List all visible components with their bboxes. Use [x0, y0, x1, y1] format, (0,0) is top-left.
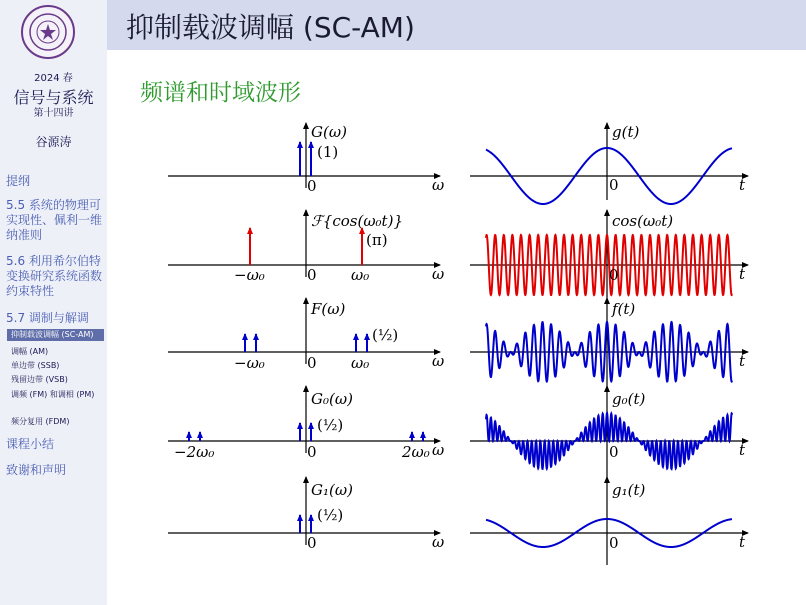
impulse-weight: (½) — [317, 416, 344, 434]
tick-label: 0 — [307, 177, 317, 195]
axis-label-omega: ω — [432, 352, 445, 370]
spectrum-g1 — [168, 477, 444, 552]
waveform-label: g₀(t) — [612, 390, 646, 408]
subnav-item-fm-pm[interactable]: 调频 (FM) 和调相 (PM) — [11, 390, 95, 399]
waveform-label: g₁(t) — [612, 481, 646, 499]
axis-label-t: t — [739, 533, 746, 551]
spectrum-label: G₀(ω) — [311, 390, 353, 408]
spectrum-g0 — [168, 386, 444, 461]
spectrum-label: F(ω) — [311, 300, 346, 318]
waveform-g — [470, 123, 748, 204]
origin-label: 0 — [609, 443, 619, 461]
tick-label: 0 — [307, 534, 317, 552]
nav-item-5-7[interactable]: 5.7 调制与解调 — [6, 311, 89, 325]
subnav-item-sc-am[interactable]: 抑制载波调幅 (SC-AM) — [7, 329, 104, 341]
axis-label-omega: ω — [432, 441, 445, 459]
waveform-curve — [486, 235, 732, 295]
waveform-label: f(t) — [612, 300, 636, 318]
axis-label-omega: ω — [432, 176, 445, 194]
waveform-g1 — [470, 477, 748, 565]
subnav-item-fdm[interactable]: 频分复用 (FDM) — [11, 417, 70, 426]
subnav-item-ssb[interactable]: 单边带 (SSB) — [11, 361, 60, 370]
axis-label-omega: ω — [432, 265, 445, 283]
tick-label: 2ω₀ — [402, 443, 430, 461]
tick-label: 0 — [307, 443, 317, 461]
waveform-label: cos(ω₀t) — [612, 212, 674, 230]
nav-item-5-6[interactable]: 5.6 利用希尔伯特变换研究系统函数约束特性 — [6, 254, 103, 298]
axis-label-t: t — [739, 176, 746, 194]
tick-label: −2ω₀ — [174, 443, 215, 461]
nav-item-5-5[interactable]: 5.5 系统的物理可实现性、佩利一维纳准则 — [6, 198, 103, 242]
nav-item-outline[interactable]: 提纲 — [6, 174, 31, 188]
axis-label-t: t — [739, 352, 746, 370]
tick-label: −ω₀ — [234, 266, 265, 284]
axis-label-t: t — [739, 441, 746, 459]
origin-label: 0 — [609, 534, 619, 552]
section-subtitle: 频谱和时域波形 — [140, 80, 301, 106]
spectrum-f — [168, 298, 444, 372]
spectrum-cos — [168, 210, 444, 284]
nav-item-summary[interactable]: 课程小结 — [6, 437, 55, 451]
waveform-curve — [486, 322, 732, 382]
spectrum-label: G(ω) — [311, 123, 347, 141]
tick-label: −ω₀ — [234, 354, 265, 372]
tick-label: 0 — [307, 354, 317, 372]
impulse-weight: (1) — [317, 143, 339, 161]
semester-label: 2024 春 — [34, 73, 73, 84]
axis-label-omega: ω — [432, 533, 445, 551]
waveform-label: g(t) — [612, 123, 640, 141]
lecture-number: 第十四讲 — [33, 108, 74, 119]
nav-item-acknowledgement[interactable]: 致谢和声明 — [6, 463, 67, 477]
waveform-cos — [470, 210, 748, 298]
spectrum-g — [168, 123, 444, 195]
impulse-weight: (½) — [372, 326, 399, 344]
spectrum-label: G₁(ω) — [311, 481, 353, 499]
page-title: 抑制载波调幅 (SC-AM) — [126, 11, 415, 44]
waveform-f — [470, 298, 748, 388]
waveform-g0 — [470, 386, 748, 478]
spectrum-label: ℱ{cos(ω₀t)} — [311, 212, 403, 230]
origin-label: 0 — [609, 176, 619, 194]
impulse-weight: (½) — [317, 506, 344, 524]
subnav-item-vsb[interactable]: 残留边带 (VSB) — [11, 375, 68, 384]
tick-label: 0 — [307, 266, 317, 284]
course-title: 信号与系统 — [13, 88, 94, 107]
tick-label: ω₀ — [351, 354, 370, 372]
tick-label: ω₀ — [351, 266, 370, 284]
subnav-item-am[interactable]: 调幅 (AM) — [11, 347, 49, 356]
origin-label: 0 — [609, 266, 619, 284]
axis-label-t: t — [739, 265, 746, 283]
author-name: 谷源涛 — [35, 135, 72, 149]
impulse-weight: (π) — [366, 231, 388, 249]
